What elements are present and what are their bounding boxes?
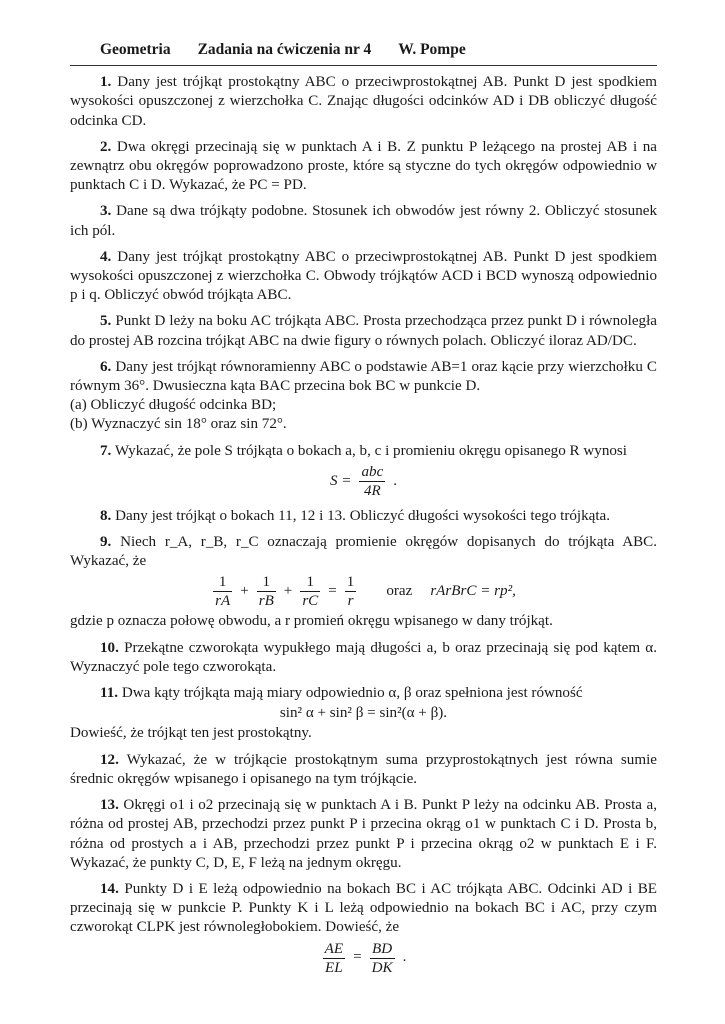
formula-second: rArBrC = rp², [430, 583, 516, 600]
fraction-denominator: DK [371, 959, 393, 976]
subpart-b: (b) Wyznaczyć sin 18° oraz sin 72°. [70, 416, 287, 433]
problem-continuation: gdzie p oznacza połowę obwodu, a r promień okręgu wpisanego w dany trójkąt. [70, 613, 553, 630]
problem-6 [70, 358, 657, 435]
formula-sine-identity: sin² α + sin² β = sin²(α + β). [279, 705, 448, 722]
problem-text: Dwa okręgi przecinają się w punktach A i B. Z punktu P leżącego na prostej AB i na zewnątrz obu okręgów poprowadzono proste, które są styczne do tych okręgów odpowiednio w punktach C i D. Wykazać, że PC = PD. [70, 138, 657, 194]
problem-text: Dany jest trójkąt o bokach 11, 12 i 13. Obliczyć długości wysokości tego trójkąta. [115, 507, 611, 524]
problem-text: Dwa kąty trójkąta mają miary odpowiednio α, β oraz spełniona jest równość [121, 685, 583, 702]
fraction [370, 940, 395, 977]
problem-number: 7. [100, 442, 112, 459]
problem-number: 1. [100, 74, 112, 91]
fraction [300, 573, 320, 610]
equals-sign: = [353, 949, 362, 966]
page-header [70, 40, 657, 66]
problem-10 [70, 639, 657, 677]
problem-3 [70, 202, 657, 240]
problem-text: Punkty D i E leżą odpowiednio na bokach BC i AC trójkąta ABC. Odcinki AD i BE przecinają się w punkcie P. Punkty K i L leżą odpowiednio na bokach BC i AC, przy czym czworokąt CLPK jest równoległobokiem. Dowieść, że [70, 880, 658, 936]
plus-sign: + [283, 583, 293, 600]
fraction-numerator: 1 [257, 573, 276, 592]
problem-continuation: Dowieść, że trójkąt ten jest prostokątny. [70, 725, 312, 742]
formula-end: . [402, 949, 407, 966]
problem-number: 13. [100, 797, 119, 814]
problem-number: 6. [100, 358, 112, 375]
problem-12 [70, 751, 657, 789]
header-author: W. Pompe [398, 41, 466, 58]
problem-number: 5. [100, 313, 112, 330]
problem-1 [70, 73, 657, 131]
formula-connector: oraz [386, 583, 413, 600]
fraction [345, 573, 357, 610]
problem-text: Wykazać, że pole S trójkąta o bokach a, b, c i promieniu okręgu opisanego R wynosi [114, 442, 627, 459]
problem-number: 3. [100, 203, 112, 220]
problem-13 [70, 796, 657, 873]
fraction-denominator: EL [325, 959, 343, 976]
problem-number: 4. [100, 248, 112, 265]
formula-reciprocal-sum [70, 573, 657, 610]
problem-text: Niech r_A, r_B, r_C oznaczają promienie okręgów dopisanych do trójkąta ABC. Wykazać, że [70, 534, 658, 570]
problem-text: Dane są dwa trójkąty podobne. Stosunek ich obwodów jest równy 2. Obliczyć stosunek ich pól. [70, 203, 657, 239]
problem-2 [70, 138, 657, 196]
fraction [323, 940, 345, 977]
fraction-denominator: r [347, 593, 354, 610]
problem-text: Dany jest trójkąt prostokątny ABC o przeciwprostokątnej AB. Punkt D jest spodkiem wysokości opuszczonej z wierzchołka C. Obwody trójkątów ACD i BCD wynoszą odpowiednio p i q. Obliczyć obwód trójkąta ABC. [70, 248, 657, 304]
document-page [70, 40, 657, 984]
problem-4 [70, 248, 657, 306]
fraction [257, 573, 276, 610]
problem-text: Wykazać, że w trójkącie prostokątnym suma przyprostokątnych jest równa sumie średnic okręgów wpisanego i opisanego na tym trójkącie. [70, 751, 657, 787]
fraction-denominator: 4R [363, 482, 381, 499]
problem-9 [70, 533, 657, 632]
fraction [359, 463, 385, 500]
header-title: Zadania na ćwiczenia nr 4 [197, 41, 372, 58]
problem-text: Dany jest trójkąt prostokątny ABC o przeciwprostokątnej AB. Punkt D jest spodkiem wysokości opuszczonej z wierzchołka C. Znając długości odcinków AD i DB obliczyć długość odcinka CD. [70, 74, 657, 129]
problem-8 [70, 507, 657, 526]
problem-number: 8. [100, 507, 112, 524]
problem-text: Dany jest trójkąt równoramienny ABC o podstawie AB=1 oraz kącie przy wierzchołku C równym 36°. Dwusieczna kąta BAC przecina bok BC w punkcie D. [70, 358, 657, 395]
header-subject: Geometria [100, 41, 171, 58]
fraction-numerator: abc [361, 463, 384, 480]
fraction-numerator: 1 [346, 574, 355, 591]
fraction-denominator: rC [302, 593, 319, 610]
problem-11 [70, 684, 657, 744]
formula-lhs: S = [329, 472, 352, 489]
fraction-denominator: rB [258, 593, 274, 610]
problem-text: Okręgi o1 i o2 przecinają się w punktach A i B. Punkt P leży na odcinku AB. Prosta a, różna od prostej AB, przechodzi przez punkt P i przecina okrąg o1 w punktach C i D. Prosta b, różna od prostych a i AB, przechodzi przez punkt P i przecina okrąg o2 w punktach E i F. Wykazać, że punkty C, D, E, F leżą na jednym okręgu. [70, 797, 657, 871]
fraction [213, 573, 232, 610]
fraction-denominator: rA [215, 593, 231, 610]
subpart-a: (a) Obliczyć długość odcinka BD; [70, 397, 277, 414]
formula-area [70, 463, 657, 500]
problem-number: 11. [100, 685, 119, 702]
fraction-numerator: AE [324, 940, 344, 957]
problem-7 [70, 442, 657, 500]
equals-sign: = [328, 583, 337, 600]
problem-number: 9. [100, 534, 112, 551]
fraction-numerator: 1 [300, 573, 320, 592]
problem-number: 14. [100, 880, 119, 897]
problem-number: 10. [100, 639, 119, 656]
problem-14 [70, 880, 657, 977]
problem-number: 12. [100, 751, 119, 768]
plus-sign: + [240, 583, 249, 600]
problem-5 [70, 312, 657, 350]
fraction-numerator: 1 [213, 573, 232, 592]
problem-number: 2. [100, 138, 112, 155]
problem-text: Punkt D leży na boku AC trójkąta ABC. Prosta przechodząca przez punkt D i równoległa do prostej AB rozcina trójkąt ABC na dwie figury o równych polach. Obliczyć iloraz AD/DC. [70, 313, 657, 349]
fraction-numerator: BD [370, 940, 395, 959]
problem-text: Przekątne czworokąta wypukłego mają długości a, b oraz przecinają się pod kątem α. Wyznaczyć pole tego czworokąta. [70, 639, 657, 675]
formula-end: . [393, 472, 398, 489]
formula-ratio [70, 940, 657, 977]
